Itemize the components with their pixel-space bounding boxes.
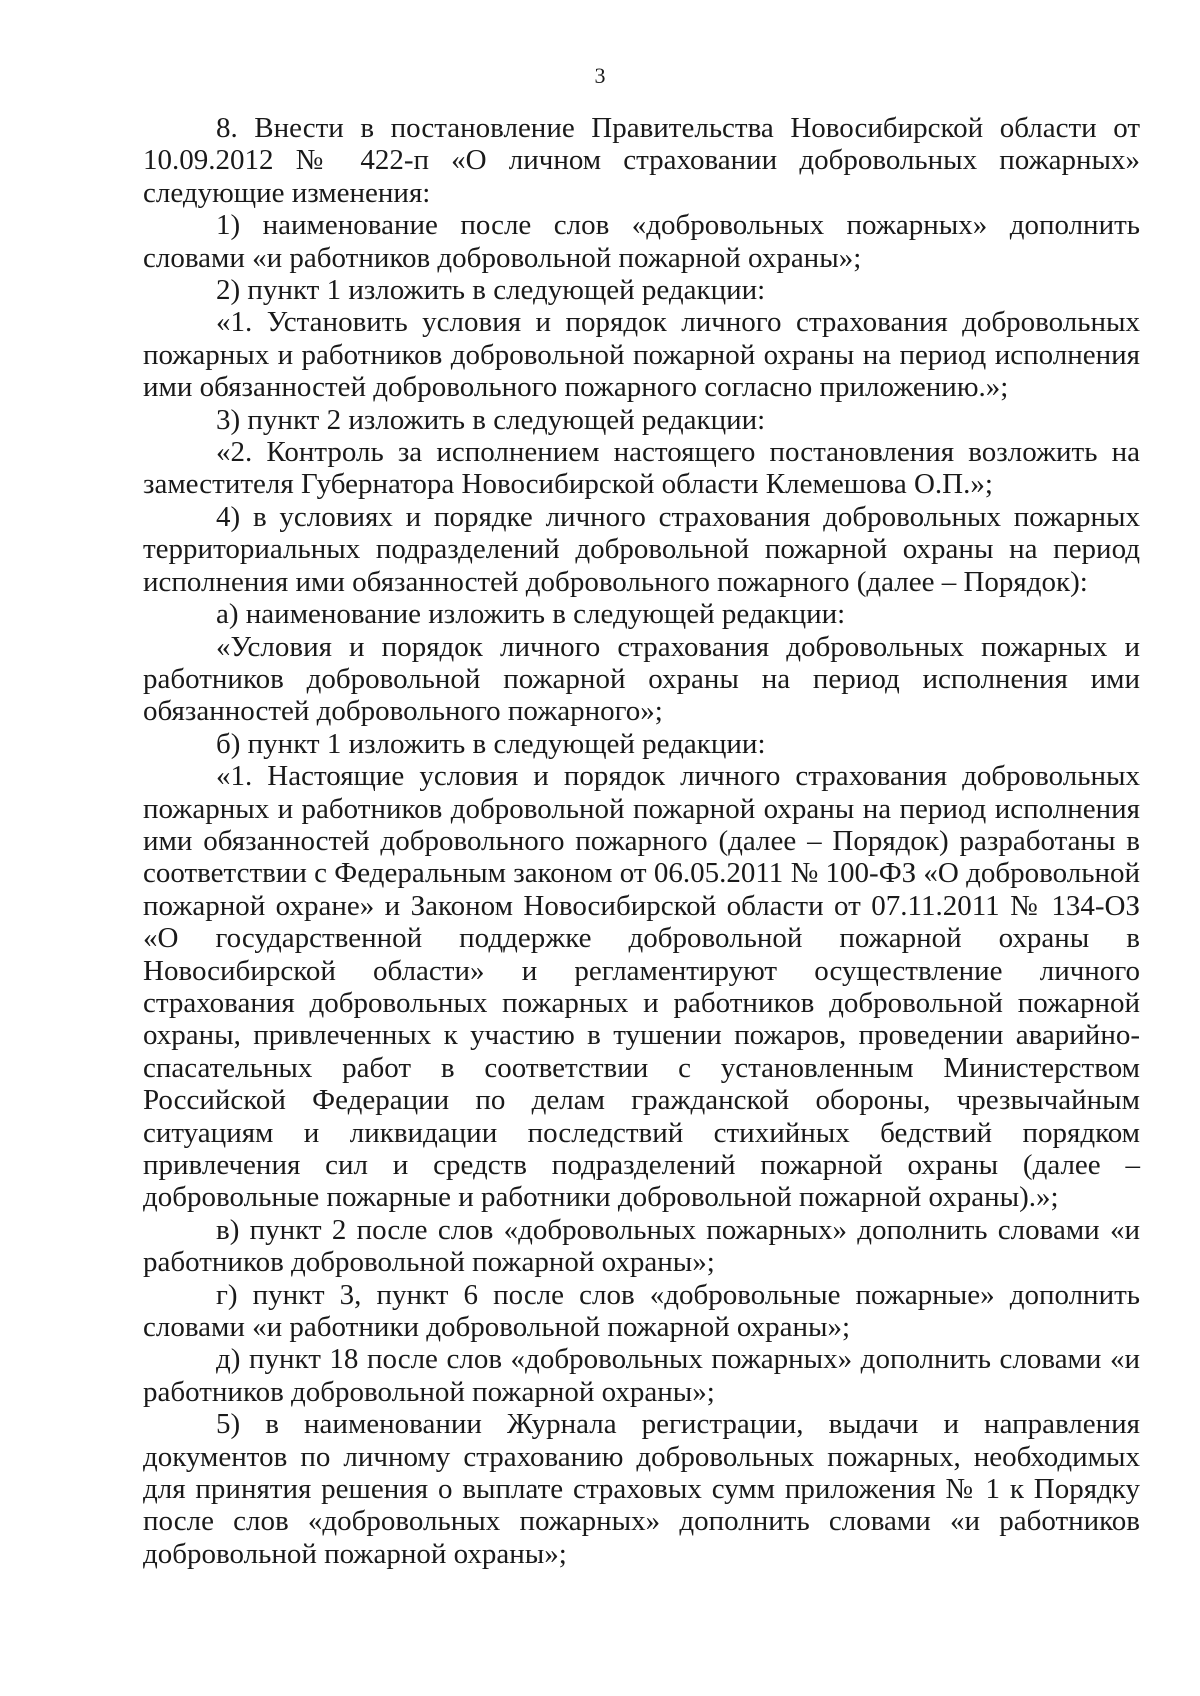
- document-body: [143, 112, 1140, 1570]
- paragraph-quote-title: «Условия и порядок личного страхования добровольных пожарных и работников добровольной пожарной охраны на период исполнения ими обязанностей добровольного пожарного»;: [143, 630, 1140, 728]
- paragraph-sub-4g: г) пункт 3, пункт 6 после слов «добровольные пожарные» дополнить словами «и работники добровольной пожарной охраны»;: [143, 1278, 1140, 1344]
- paragraph-quote-1: «1. Установить условия и порядок личного страхования добровольных пожарных и работников добровольной пожарной охраны на период исполнения ими обязанностей добровольного пожарного согласно приложению.»;: [143, 306, 1140, 404]
- paragraph-sub-5: 5) в наименовании Журнала регистрации, выдачи и направления документов по личному страхованию добровольных пожарных, необходимых для принятия решения о выплате страховых сумм приложения № 1 к Порядку после слов «добровольных пожарных» дополнить словами «и работников добровольной пожарной охраны»;: [143, 1408, 1140, 1570]
- paragraph-sub-1: 1) наименование после слов «добровольных пожарных» дополнить словами «и работников добровольной пожарной охраны»;: [143, 209, 1140, 274]
- paragraph-sub-4: 4) в условиях и порядке личного страхования добровольных пожарных территориальных подразделений добровольной пожарной охраны на период исполнения ими обязанностей добровольного пожарного (далее – Порядок):: [143, 500, 1140, 598]
- paragraph-quote-2: «2. Контроль за исполнением настоящего постановления возложить на заместителя Губернатора Новосибирской области Клемешова О.П.»;: [143, 436, 1140, 501]
- page-number: 3: [594, 63, 606, 88]
- paragraph-sub-3: 3) пункт 2 изложить в следующей редакции:: [216, 403, 766, 436]
- paragraph-sub-4a: а) наименование изложить в следующей редакции:: [216, 598, 846, 631]
- paragraph-item-8: 8. Внести в постановление Правительства Новосибирской области от 10.09.2012 № 422-п «О личном страховании добровольных пожарных» следующие изменения:: [143, 112, 1140, 209]
- paragraph-quote-point-1: «1. Настоящие условия и порядок личного страхования добровольных пожарных и работников добровольной пожарной охраны на период исполнения ими обязанностей добровольного пожарного (далее – Порядок) разработаны в соответствии с Федеральным законом от 06.05.2011 № 100-ФЗ «О добровольной пожарной охране» и Законом Новосибирской области от 07.11.2011 № 134-ОЗ «О государственной поддержке добровольной пожарной охраны в Новосибирской области» и регламентируют осуществление личного страхования добровольных пожарных и работников добровольной пожарной охраны, привлеченных к участию в тушении пожаров, проведении аварийно-спасательных работ в соответствии с установленным Министерством Российской Федерации по делам гражданской обороны, чрезвычайным ситуациям и ликвидации последствий стихийных бедствий порядком привлечения сил и средств подразделений пожарной охраны (далее – добровольные пожарные и работники добровольной пожарной охраны).»;: [143, 760, 1140, 1214]
- paragraph-sub-4d: д) пункт 18 после слов «добровольных пожарных» дополнить словами «и работников добровольной пожарной охраны»;: [143, 1343, 1140, 1408]
- paragraph-sub-4v: в) пункт 2 после слов «добровольных пожарных» дополнить словами «и работников добровольной пожарной охраны»;: [143, 1213, 1140, 1279]
- paragraph-sub-2: 2) пункт 1 изложить в следующей редакции:: [216, 274, 766, 307]
- paragraph-sub-4b: б) пункт 1 изложить в следующей редакции:: [216, 727, 766, 760]
